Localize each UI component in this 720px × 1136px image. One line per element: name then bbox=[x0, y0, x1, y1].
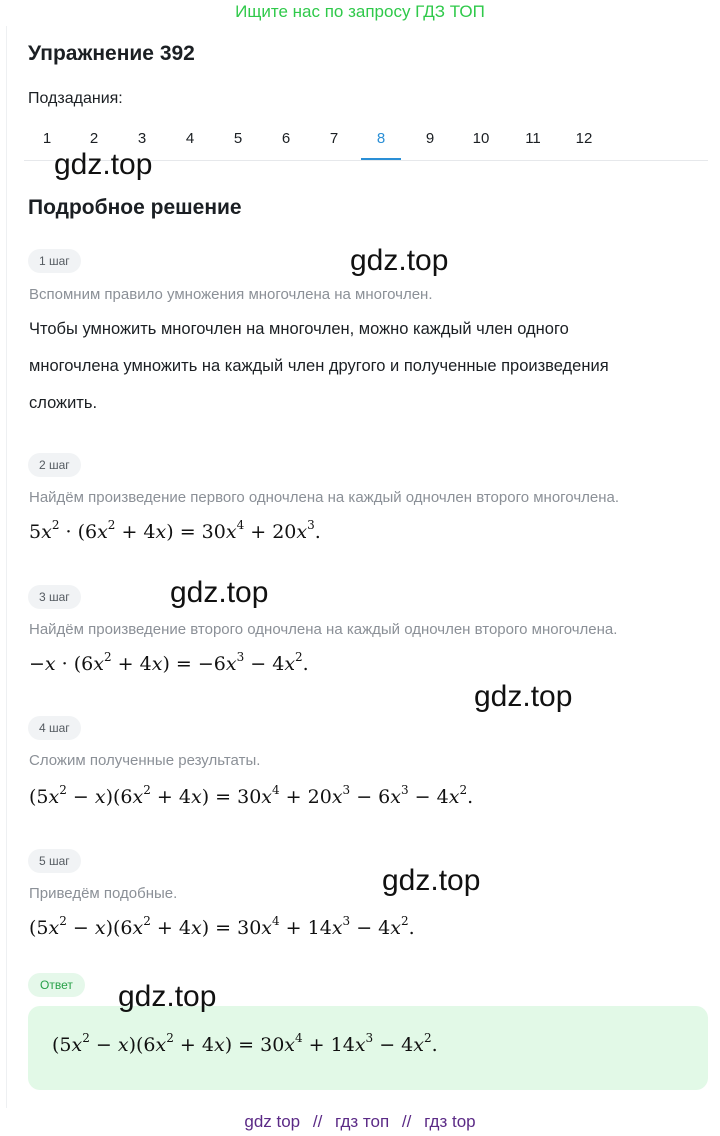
watermark: gdz.top bbox=[474, 680, 573, 713]
step-badge: 4 шаг bbox=[28, 716, 81, 740]
tab-subtask-9[interactable]: 9 bbox=[425, 130, 435, 147]
tab-subtask-11[interactable]: 11 bbox=[525, 130, 541, 147]
watermark: gdz.top bbox=[118, 980, 217, 1013]
tab-subtask-10[interactable]: 10 bbox=[472, 130, 490, 147]
tab-subtask-6[interactable]: 6 bbox=[281, 130, 291, 147]
watermark: gdz.top bbox=[170, 576, 269, 609]
tab-subtask-5[interactable]: 5 bbox=[233, 130, 243, 147]
answer-formula: $(5x^2 - x)(6x^2 + 4x) = 30x^4 + 14x^3 - 4x^2$. bbox=[52, 1031, 438, 1056]
step-badge: 1 шаг bbox=[28, 249, 81, 273]
exercise-card bbox=[6, 26, 720, 1108]
tab-subtask-3[interactable]: 3 bbox=[137, 130, 147, 147]
step-text-line: многочлена умножить на каждый член другого и полученные произведения bbox=[29, 357, 609, 375]
watermark: gdz.top bbox=[54, 148, 153, 181]
step-badge: 3 шаг bbox=[28, 585, 81, 609]
tab-subtask-4[interactable]: 4 bbox=[185, 130, 195, 147]
step-formula: $-x \cdot (6x^2 + 4x) = -6x^3 - 4x^2$. bbox=[29, 650, 309, 675]
subtasks-label: Подзадания: bbox=[28, 90, 123, 107]
page-title: Упражнение 392 bbox=[28, 42, 195, 65]
footer-link-gdz-top-mixed[interactable]: гдз top bbox=[424, 1112, 476, 1131]
watermark: gdz.top bbox=[350, 244, 449, 277]
footer-separator: // bbox=[312, 1112, 323, 1131]
watermark: gdz.top bbox=[382, 864, 481, 897]
step-formula: $(5x^2 - x)(6x^2 + 4x) = 30x^4 + 14x^3 - 4x^2$. bbox=[29, 914, 415, 939]
answer-box bbox=[28, 1006, 708, 1090]
step-formula: $5x^2 \cdot (6x^2 + 4x) = 30x^4 + 20x^3$. bbox=[29, 518, 321, 543]
footer-links bbox=[0, 1108, 720, 1136]
step-formula: $(5x^2 - x)(6x^2 + 4x) = 30x^4 + 20x^3 - 6x^3 - 4x^2$. bbox=[29, 783, 474, 808]
footer-link-gdz-top-ru[interactable]: гдз топ bbox=[335, 1112, 390, 1131]
search-banner: Ищите нас по запросу ГДЗ ТОП bbox=[235, 2, 485, 21]
step-hint: Найдём произведение первого одночлена на каждый одночлен второго многочлена. bbox=[29, 489, 620, 506]
step-hint: Вспомним правило умножения многочлена на многочлен. bbox=[29, 286, 433, 303]
tab-subtask-12[interactable]: 12 bbox=[575, 130, 593, 147]
tab-subtask-8[interactable]: 8 bbox=[361, 120, 401, 160]
tab-subtask-1[interactable]: 1 bbox=[42, 130, 52, 147]
tab-subtask-2[interactable]: 2 bbox=[89, 130, 99, 147]
footer-link-gdz-top[interactable]: gdz top bbox=[244, 1112, 301, 1131]
step-text-line: Чтобы умножить многочлен на многочлен, можно каждый член одного bbox=[29, 320, 569, 338]
step-badge: 5 шаг bbox=[28, 849, 81, 873]
answer-badge: Ответ bbox=[28, 973, 85, 997]
step-text-line: сложить. bbox=[29, 394, 98, 412]
step-badge: 2 шаг bbox=[28, 453, 81, 477]
footer-separator: // bbox=[401, 1112, 412, 1131]
solution-heading: Подробное решение bbox=[28, 196, 242, 219]
step-hint: Приведём подобные. bbox=[29, 885, 178, 902]
step-hint: Найдём произведение второго одночлена на каждый одночлен второго многочлена. bbox=[29, 621, 618, 638]
step-hint: Сложим полученные результаты. bbox=[29, 752, 261, 769]
tab-subtask-7[interactable]: 7 bbox=[329, 130, 339, 147]
